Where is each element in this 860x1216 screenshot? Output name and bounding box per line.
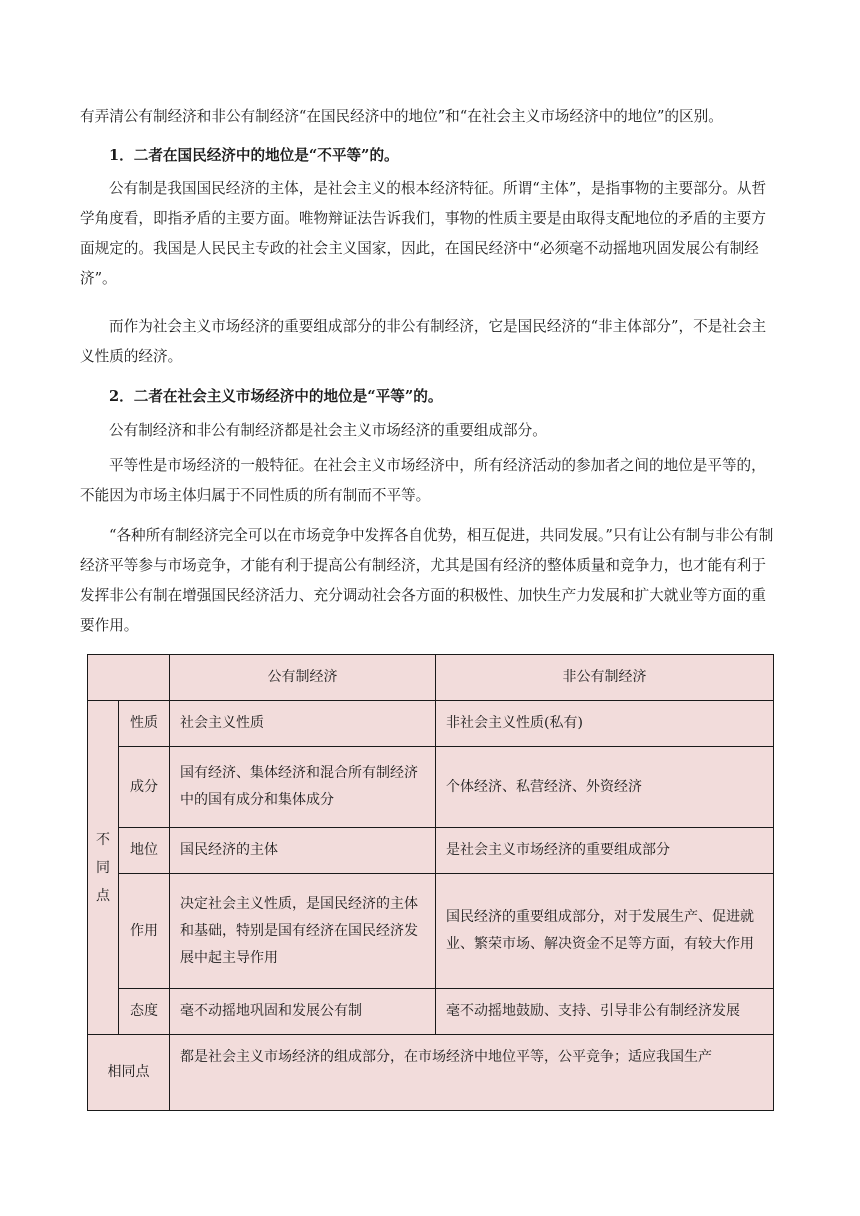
comparison-table xyxy=(87,654,774,1111)
row-label: 态度 xyxy=(119,989,170,1035)
header-corner-cell xyxy=(88,655,170,701)
paragraph-public-ownership: 公有制是我国国民经济的主体，是社会主义的根本经济特征。所谓“主体”，是指事物的主要部分。从哲学角度看，即指矛盾的主要方面。唯物辩证法告诉我们，事物的性质主要是由取得支配地位的矛盾的主要方面规定的。我国是人民民主专政的社会主义国家，因此，在国民经济中“必须毫不动摇地巩固发展公有制经济”。 xyxy=(80,180,767,287)
cell-public: 社会主义性质 xyxy=(170,701,436,747)
cell-nonpublic: 个体经济、私营经济、外资经济 xyxy=(436,747,774,828)
cell-public: 决定社会主义性质，是国民经济的主体和基础，特别是国有经济在国民经济发展中起主导作用 xyxy=(170,874,436,989)
cell-nonpublic: 毫不动摇地鼓励、支持、引导非公有制经济发展 xyxy=(436,989,774,1035)
table-row-same xyxy=(88,1035,774,1111)
cell-nonpublic: 国民经济的重要组成部分，对于发展生产、促进就业、繁荣市场、解决资金不足等方面，有较大作用 xyxy=(436,874,774,989)
header-nonpublic: 非公有制经济 xyxy=(436,655,774,701)
paragraph-competition: “各种所有制经济完全可以在市场竞争中发挥各自优势，相互促进，共同发展。”只有让公有制与非公有制经济平等参与市场竞争，才能有利于提高公有制经济，尤其是国有经济的整体质量和竞争力，也才能有利于发挥非公有制在增强国民经济活力、充分调动社会各方面的积极性、加快生产力发展和扩大就业等方面的重要作用。 xyxy=(80,527,774,634)
cell-public: 国有经济、集体经济和混合所有制经济中的国有成分和集体成分 xyxy=(170,747,436,828)
paragraph-non-public: 而作为社会主义市场经济的重要组成部分的非公有制经济，它是国民经济的“非主体部分”，不是社会主义性质的经济。 xyxy=(80,318,767,365)
table-row xyxy=(88,989,774,1035)
cell-nonpublic: 非社会主义性质(私有) xyxy=(436,701,774,747)
table-row xyxy=(88,747,774,828)
row-label: 作用 xyxy=(119,874,170,989)
row-label: 地位 xyxy=(119,828,170,874)
group-label-different: 不 同 点 xyxy=(88,701,119,1035)
cell-public: 毫不动摇地巩固和发展公有制 xyxy=(170,989,436,1035)
cell-nonpublic: 是社会主义市场经济的重要组成部分 xyxy=(436,828,774,874)
header-public: 公有制经济 xyxy=(170,655,436,701)
table-row xyxy=(88,874,774,989)
paragraph-both-important: 公有制经济和非公有制经济都是社会主义市场经济的重要组成部分。 xyxy=(109,422,547,439)
cell-public: 国民经济的主体 xyxy=(170,828,436,874)
heading-1: 1．二者在国民经济中的地位是“不平等”的。 xyxy=(109,147,399,164)
paragraph-equality: 平等性是市场经济的一般特征。在社会主义市场经济中，所有经济活动的参加者之间的地位是平等的，不能因为市场主体归属于不同性质的所有制而不平等。 xyxy=(80,457,766,504)
row-label: 性质 xyxy=(119,701,170,747)
heading-2: 2．二者在社会主义市场经济中的地位是“平等”的。 xyxy=(109,388,443,405)
table-row xyxy=(88,828,774,874)
same-label: 相同点 xyxy=(88,1035,170,1111)
paragraph-intro: 有弄清公有制经济和非公有制经济“在国民经济中的地位”和“在社会主义市场经济中的地位”的区别。 xyxy=(80,108,723,125)
same-text: 都是社会主义市场经济的组成部分，在市场经济中地位平等，公平竞争；适应我国生产 xyxy=(170,1035,774,1111)
table-row xyxy=(88,701,774,747)
table-header-row xyxy=(88,655,774,701)
row-label: 成分 xyxy=(119,747,170,828)
